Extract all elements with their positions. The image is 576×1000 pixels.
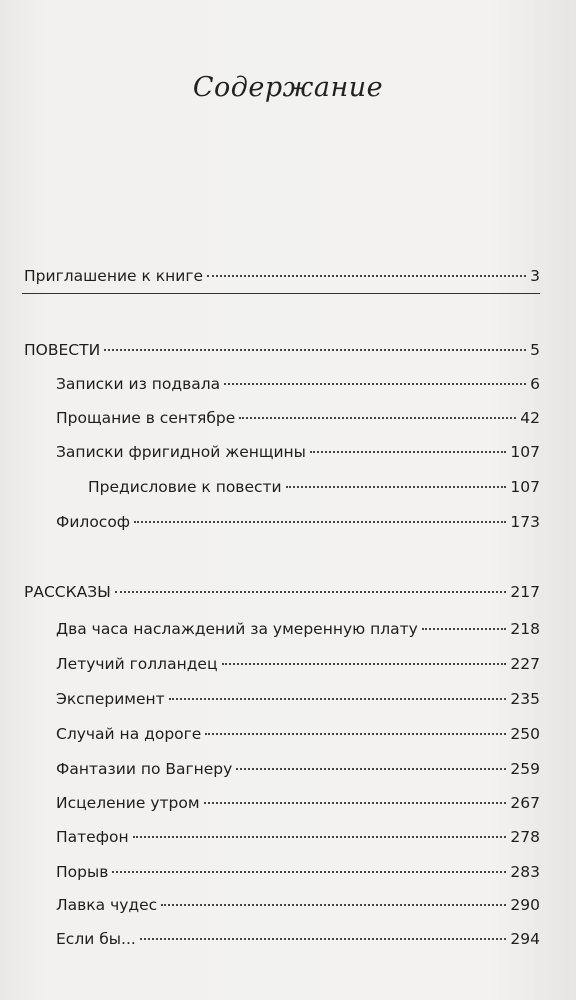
toc-page-number: 267 bbox=[510, 794, 540, 812]
toc-entry bbox=[56, 619, 540, 639]
toc-page-number: 294 bbox=[510, 930, 540, 948]
toc-section-label: РАССКАЗЫ bbox=[24, 583, 111, 601]
toc-entry-label: Если бы... bbox=[56, 930, 136, 948]
toc-entry bbox=[56, 759, 540, 779]
toc-leader-dots bbox=[161, 904, 506, 906]
toc-entry bbox=[56, 862, 540, 882]
toc-entry bbox=[56, 408, 540, 428]
toc-entry-label: Летучий голландец bbox=[56, 655, 218, 673]
toc-leader-dots bbox=[140, 938, 507, 940]
toc-page-number: 5 bbox=[530, 341, 540, 359]
toc-page-number: 218 bbox=[510, 620, 540, 638]
toc-leader-dots bbox=[222, 663, 507, 665]
toc-entry-label: Записки фригидной женщины bbox=[56, 443, 306, 461]
toc-page-number: 290 bbox=[510, 896, 540, 914]
page-title: Содержание bbox=[192, 72, 384, 103]
toc-leader-dots bbox=[204, 802, 507, 804]
toc-entry bbox=[56, 929, 540, 949]
toc-entry-label: Патефон bbox=[56, 828, 129, 846]
toc-entry-invitation bbox=[24, 266, 540, 286]
toc-leader-dots bbox=[310, 451, 506, 453]
toc-entry-label: Записки из подвала bbox=[56, 375, 221, 393]
toc-leader-dots bbox=[207, 275, 526, 277]
toc-page-number: 250 bbox=[510, 725, 540, 743]
toc-page-number: 278 bbox=[510, 828, 540, 846]
toc-entry bbox=[56, 793, 540, 813]
toc-entry bbox=[56, 374, 540, 394]
toc-entry bbox=[56, 689, 540, 709]
toc-leader-dots bbox=[169, 698, 507, 700]
toc-page-number: 107 bbox=[510, 443, 540, 461]
toc-entry bbox=[56, 442, 540, 462]
toc-leader-dots bbox=[134, 521, 506, 523]
toc-leader-dots bbox=[422, 628, 507, 630]
toc-entry bbox=[56, 827, 540, 847]
toc-leader-dots bbox=[286, 486, 507, 488]
toc-entry bbox=[56, 895, 540, 915]
toc-page-number: 217 bbox=[510, 583, 540, 601]
toc-page-number: 107 bbox=[510, 478, 540, 496]
toc-entry bbox=[56, 512, 540, 532]
toc-leader-dots bbox=[239, 417, 516, 419]
toc-entry-label: Случай на дороге bbox=[56, 725, 202, 743]
toc-leader-dots bbox=[205, 733, 506, 735]
toc-entry-label: Философ bbox=[56, 513, 131, 531]
toc-section-label: ПОВЕСТИ bbox=[24, 341, 101, 359]
toc-leader-dots bbox=[115, 591, 507, 593]
toc-page-number: 3 bbox=[530, 267, 540, 285]
toc-page-number: 42 bbox=[520, 409, 540, 427]
toc-entry bbox=[88, 477, 540, 497]
toc-page-number: 6 bbox=[530, 375, 540, 393]
toc-entry-label: Прощание в сентябре bbox=[56, 409, 236, 427]
toc-entry bbox=[56, 654, 540, 674]
toc-page-number: 227 bbox=[510, 655, 540, 673]
divider-line bbox=[22, 293, 540, 294]
toc-entry bbox=[56, 724, 540, 744]
toc-entry-label: Эксперимент bbox=[56, 690, 165, 708]
toc-leader-dots bbox=[236, 768, 506, 770]
toc-leader-dots bbox=[104, 349, 526, 351]
toc-entry-label: Порыв bbox=[56, 863, 109, 881]
toc-entry-label: Два часа наслаждений за умеренную плату bbox=[56, 620, 418, 638]
toc-entry-label: Лавка чудес bbox=[56, 896, 158, 914]
toc-entry-label: Приглашение к книге bbox=[24, 267, 204, 285]
toc-entry-label: Исцеление утром bbox=[56, 794, 200, 812]
toc-page-number: 259 bbox=[510, 760, 540, 778]
toc-entry-label: Предисловие к повести bbox=[88, 478, 282, 496]
toc-leader-dots bbox=[224, 383, 526, 385]
toc-leader-dots bbox=[133, 836, 507, 838]
toc-page-number: 283 bbox=[510, 863, 540, 881]
toc-leader-dots bbox=[112, 871, 506, 873]
toc-page-number: 173 bbox=[510, 513, 540, 531]
toc-entry-label: Фантазии по Вагнеру bbox=[56, 760, 233, 778]
toc-page-number: 235 bbox=[510, 690, 540, 708]
toc-section-novellas bbox=[24, 340, 540, 360]
toc-section-stories bbox=[24, 582, 540, 602]
